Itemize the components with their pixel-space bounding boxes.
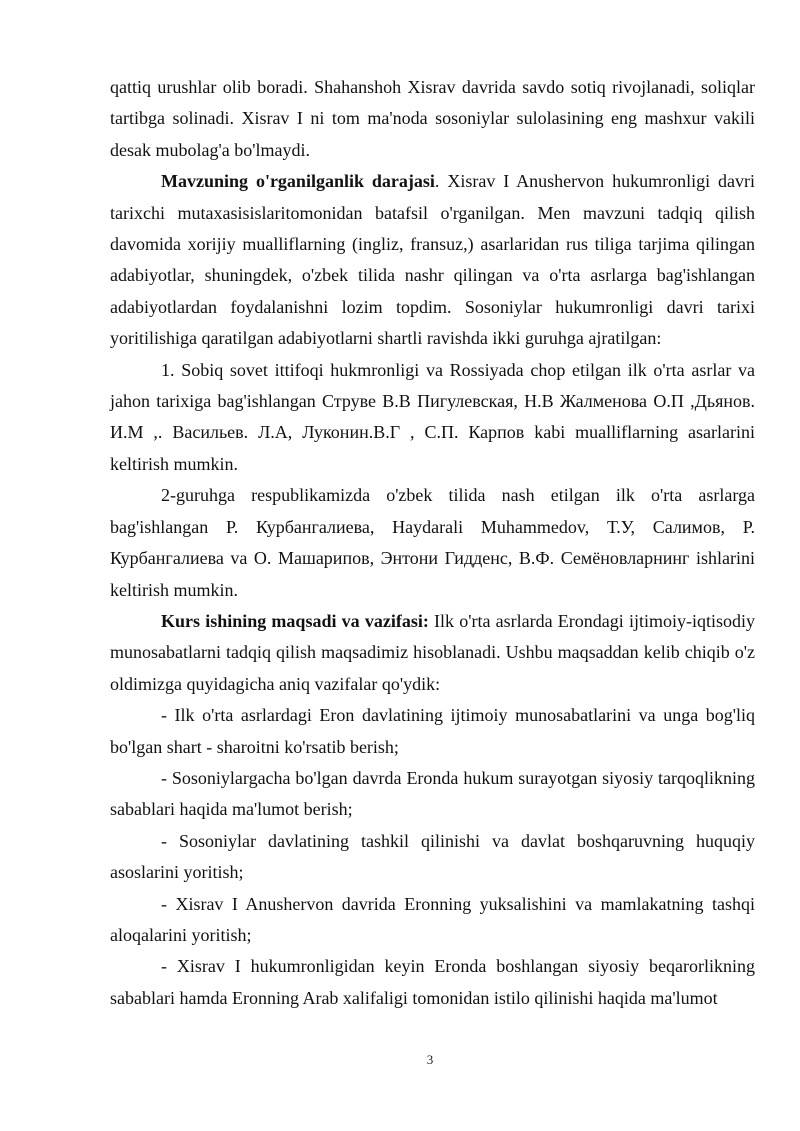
paragraph-goals-text: Ilk o'rta asrlarda Erondagi ijtimoiy-iqtisodiy munosabatlarni tadqiq qilish maqsadimiz hisoblanadi. Ushbu maqsaddan kelib chiqib o'z oldimizga quyidagicha aniq vazifalar qo'ydik: bbox=[110, 610, 755, 694]
section-heading-goals: Kurs ishining maqsadi va vazifasi: bbox=[161, 610, 429, 631]
list-item: - Ilk o'rta asrlardagi Eron davlatining ijtimoiy munosabatlarini va unga bog'liq bo'lgan shart - sharoitni ko'rsatib berish; bbox=[110, 705, 755, 757]
document-page bbox=[110, 72, 755, 1014]
paragraph-study-level-text: . Xisrav I Anushervon hukumronligi davri tarixchi mutaxasisislaritomonidan batafsil o'rganilgan. Men mavzuni tadqiq qilish davomida xorijiy mualliflarning (ingliz, fransuz,) asarlaridan rus tiliga tarjima qilingan adabiyotlar, shuningdek, o'zbek tilida nashr qilingan va o'rta asrlarga bag'ishlangan adabiyotlardan foydalanishni lozim topdim. Sosoniylar hukumronligi davri tarixi yoritilishiga qaratilgan adabiyotlarni shartli ravishda ikki guruhga ajratilgan: bbox=[110, 171, 755, 349]
list-item: - Xisrav I Anushervon davrida Eronning yuksalishini va mamlakatning tashqi aloqalarini yoritish; bbox=[110, 893, 755, 945]
list-item: - Sosoniylar davlatining tashkil qilinishi va davlat boshqaruvning huquqiy asoslarini yoritish; bbox=[110, 830, 755, 883]
page-number: 3 bbox=[426, 1052, 434, 1067]
paragraph-group-1: 1. Sobiq sovet ittifoqi hukmronligi va Rossiyada chop etilgan ilk o'rta asrlar va jahon tarixiga bag'ishlangan Струве В.В Пигулевская, Н.В Жалменова О.П ,Дьянов. И.М ,. Васильев. Л.А, Луконин.В.Г , С.П. Карпов kabi mualliflarning asarlarini keltirish mumkin. bbox=[110, 359, 755, 474]
paragraph-study-level bbox=[110, 166, 755, 354]
paragraph-goals bbox=[110, 606, 755, 700]
section-heading-study-level: Mavzuning o'rganilganlik darajasi bbox=[161, 171, 435, 192]
list-item: - Xisrav I hukumronligidan keyin Eronda boshlangan siyosiy beqarorlikning sabablari hamda Eronning Arab xalifaligi tomonidan istilo qilinishi haqida ma'lumot bbox=[110, 956, 755, 1008]
paragraph-intro: qattiq urushlar olib boradi. Shahanshoh Xisrav davrida savdo sotiq rivojlanadi, soliqlar tartibga solinadi. Xisrav I ni tom ma'noda sosoniylar sulolasining eng mashxur vakili desak mubolag'a bo'lmaydi. bbox=[110, 77, 755, 160]
list-item: - Sosoniylargacha bo'lgan davrda Eronda hukum surayotgan siyosiy tarqoqlikning sabablari haqida ma'lumot berish; bbox=[110, 767, 755, 820]
paragraph-group-2: 2-guruhga respublikamizda o'zbek tilida nash etilgan ilk o'rta asrlarga bag'ishlangan Р. Курбангалиева, Haydarali Muhammedov, Т.У, Салимов, Р. Курбангалиева va О. Машарипов, Энтони Гидденс, В.Ф. Семёновларнинг ishlarini keltirish mumkin. bbox=[110, 485, 755, 600]
